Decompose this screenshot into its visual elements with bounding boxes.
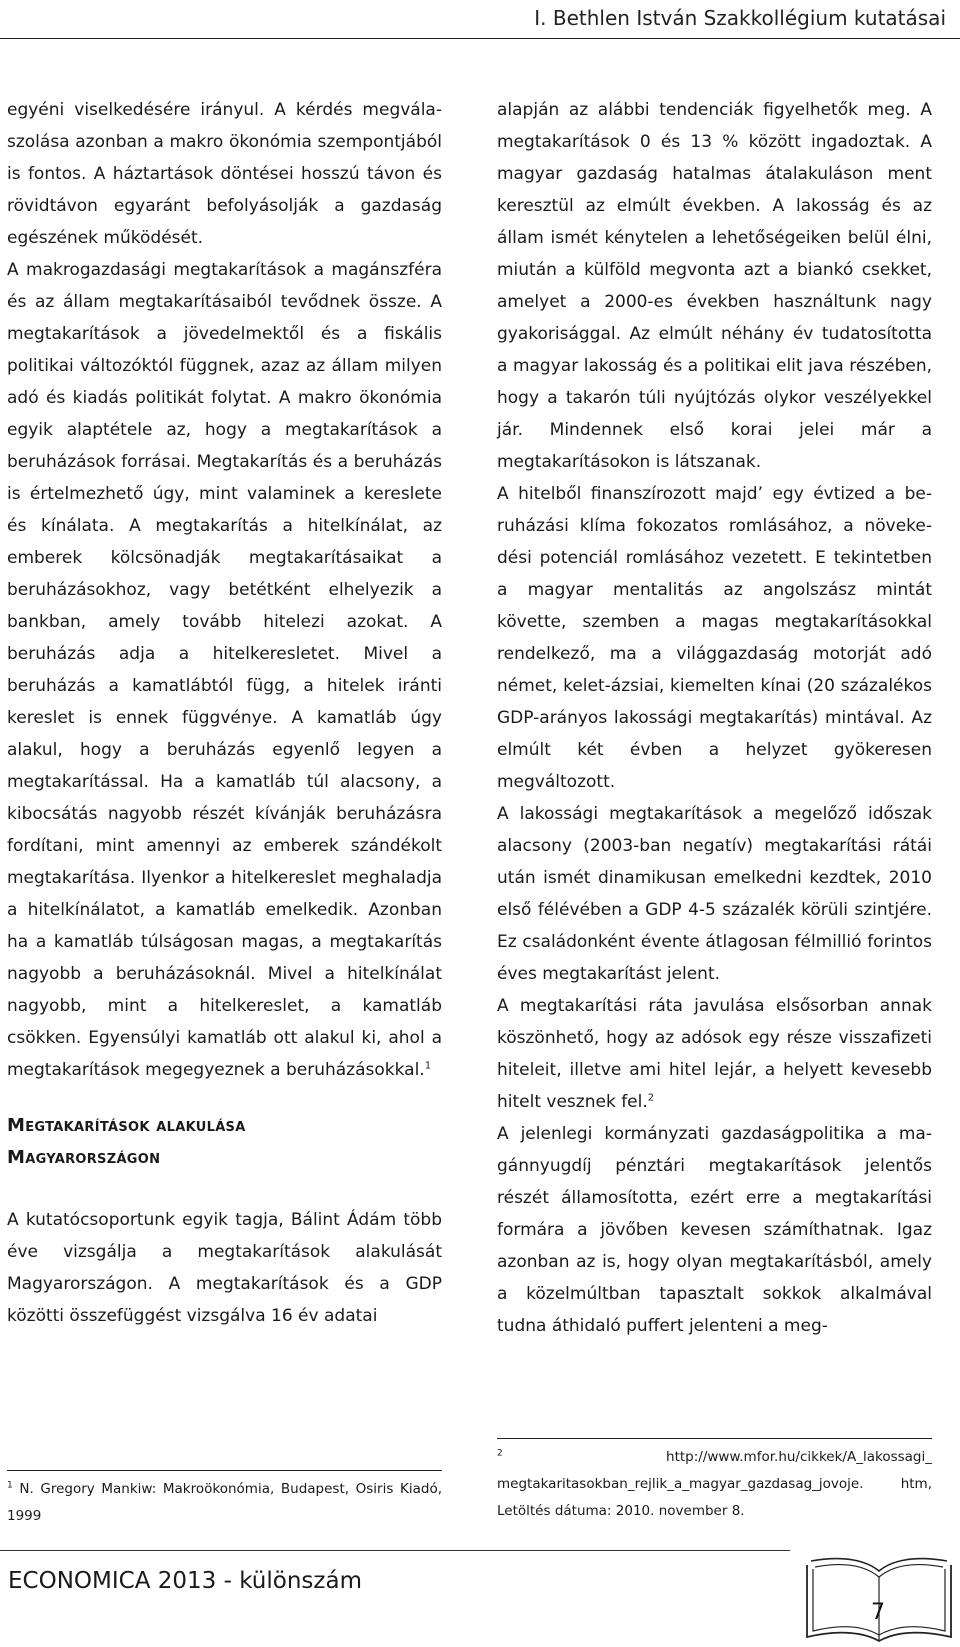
- paragraph: alapján az alábbi tendenciák figyelhetők meg. A megtakarítások 0 és 13 % között ingadoztak. A magyar gazdaság hatalmas átalakuláson ment keresztül az elmúlt években. A lakosság és az állam ismét kénytelen a lehetőségeiken belül élni, miután a külföld megvonta azt a biankó csekket, amelyet a 2000-es években használtunk nagy gyakorisággal. Az elmúlt néhány év tudatosította a magyar lakosság és a politikai elit java részében, hogy a takarón túli nyújtózás olykor veszélyekkel jár. Mindennek első korai jelei már a megtakarításokon is látszanak.: [497, 100, 932, 472]
- paragraph: [497, 990, 932, 1118]
- footnote-divider: [497, 1438, 932, 1439]
- section-heading-line: Magyarországon: [7, 1147, 161, 1168]
- footnote-ref[interactable]: 2: [647, 1092, 655, 1104]
- footnote-divider: [7, 1470, 442, 1471]
- paragraph: A kutatócsoportunk egyik tagja, Bálint Ádám több éve vizsgálja a megtakarítások alakulását Magyarországon. A megtakarítások és a GDP közötti összefüggést vizsgálva 16 év adatai: [7, 1210, 442, 1326]
- paragraph: A lakossági megtakarítások a megelőző időszak alacsony (2003-ban negatív) megtakarítási rátái után ismét dinamikusan emelkedni kezdtek, 2010 első félévében a GDP 4-5 százalék körüli szintjére. Ez családonként évente átlagosan félmillió forintos éves megtakarítást jelent.: [497, 804, 932, 984]
- section-heading-line: Megtakarítások alakulása: [7, 1115, 246, 1136]
- header-divider: [0, 38, 960, 39]
- open-book-icon: [805, 1553, 953, 1643]
- section-heading: [7, 1110, 442, 1174]
- footnote-1: [7, 1476, 442, 1530]
- paragraph: [7, 254, 442, 1086]
- journal-name: ECONOMICA 2013 - különszám: [8, 1568, 362, 1594]
- running-header: I. Bethlen István Szakkollégium kutatásai: [534, 6, 946, 30]
- paragraph-text: A makrogazdasági megtakarítások a magánszféra és az állam megtakarításaiból tevődnek össze. A megtakarítások a jövedelmektől és a fiskális politikai változóktól függnek, azaz az állam milyen adó és kiadás politikát folytat. A makro ökonómia egyik alaptétele az, hogy a megtakarítások a beruházások forrásai. Megtakarítás és a beruházás is értelmezhető úgy, mint valaminek a kereslete és kínálata. A megtakarítás a hitelkínálat, az emberek kölcsönadják megtakarításaikat a beruházásokhoz, vagy betétként elhelyezik a bankban, amely tovább hitelezi azokat. A beruházás adja a hitelkeresletet. Mivel a beruházás a kamatlábtól függ, a hitelek iránti kereslet is ennek függvénye. A kamatláb úgy alakul, hogy a beruházás egyenlő legyen a megtakarítással. Ha a kamatláb túl alacsony, a kibocsátás nagyobb részét kívánják beruházásra fordítani, mint amennyi az emberek szándékolt megtakarítása. Ilyenkor a hitelkereslet meghaladja a hitelkínálatot, a kamatláb emelkedik. Azonban ha a kamatláb túlságosan magas, a megtakarítás nagyobb a beruházásoknál. Mivel a hitelkínálat nagyobb, mint a hitelkereslet, a kamatláb csökken. Egyensúlyi kamatláb ott alakul ki, ahol a megtakarítások megegyeznek a beruházásokkal.: [7, 260, 442, 1080]
- footnote-text: N. Gregory Mankiw: Makroökonómia, Budapest, Osiris Kiadó, 1999: [7, 1481, 442, 1524]
- paragraph: egyéni viselkedésére irányul. A kérdés megválaszolása azonban a makro ökonómia szempontjából is fontos. A háztartások döntései hosszú távon és rövidtávon egyaránt befolyásolják a gazdaság egészének működését.: [7, 100, 442, 248]
- right-column: [497, 94, 932, 1342]
- paragraph-text: A megtakarítási ráta javulása elsősorban annak köszönhető, hogy az adósok egy része visszafizeti hiteleit, illetve ami hitel lejár, a helyett kevesebb hitelt vesznek fel.: [497, 996, 932, 1112]
- footnote-2: [497, 1444, 932, 1525]
- left-column: [7, 94, 442, 1332]
- footnote-ref[interactable]: 1: [424, 1060, 432, 1072]
- page-number: 7: [871, 1600, 885, 1625]
- footnote-link[interactable]: http://www.mfor.hu/cikkek/A_lakossagi_ megtakaritasokban_rejlik_a_magyar_gazdasag_jovoje. htm, Letöltés dátuma: 2010. november 8.: [497, 1449, 932, 1519]
- paragraph: A jelenlegi kormányzati gazdaságpolitika a magánnyugdíj pénztári megtakarítások jelentős részét államosította, ezért erre a megtakarítási formára a jövőben kevesen számíthatnak. Igaz azonban az is, hogy olyan megtakarításból, amely a közelmúltban tapasztalt sokkok alkalmával tudna áthidaló puffert jelenteni a meg-: [497, 1124, 932, 1336]
- footnote-number: 2: [497, 1448, 503, 1459]
- paragraph: A hitelből finanszírozott majd’ egy évtized a beruházási klíma fokozatos romlásához, a növekedési potenciál romlásához vezetett. E tekintetben a magyar mentalitás az angolszász mintát követte, szemben a magas megtakarításokkal rendelkező, ma a világgazdaság motorját adó német, kelet-ázsiai, kiemelten kínai (20 százalékos GDP-arányos lakossági megtakarítás) mintával. Az elmúlt két évben a helyzet gyökeresen megváltozott.: [497, 484, 932, 792]
- footer-divider: [0, 1550, 790, 1551]
- footnote-number: 1: [7, 1480, 13, 1491]
